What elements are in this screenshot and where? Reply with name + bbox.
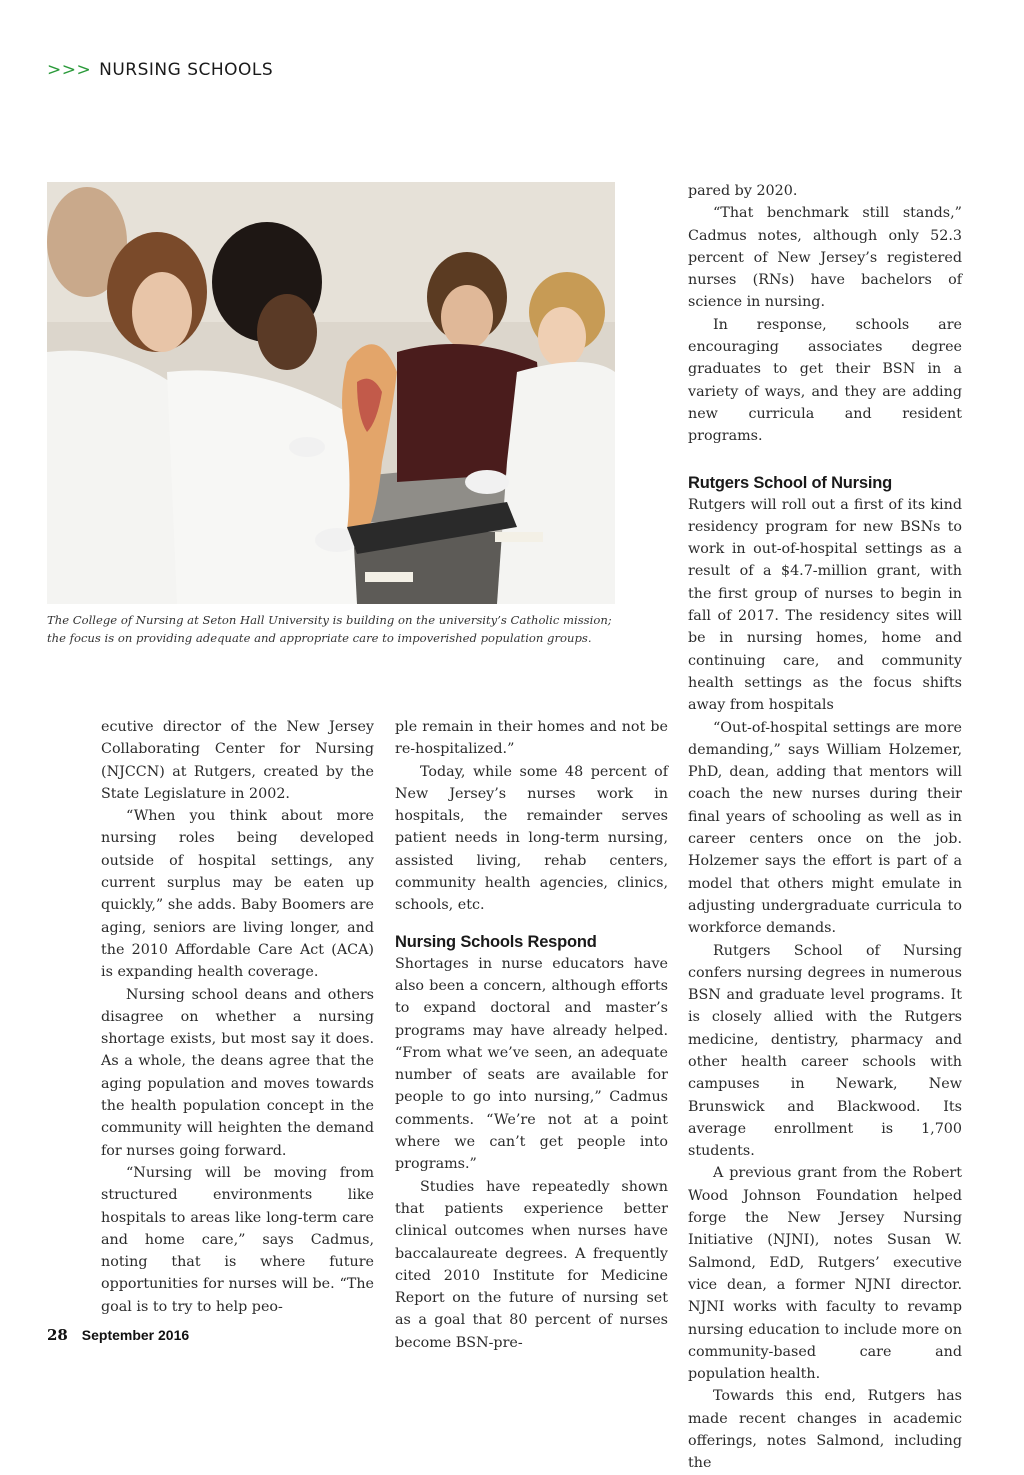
column1-paragraph: ecutive director of the New Jersey Collaborating Center for Nursing (NJCCN) at Rutgers, created by the State Legislature in 2002.	[101, 719, 374, 802]
photo-illustration	[47, 182, 615, 604]
subheading-nursing-schools-respond: Nursing Schools Respond	[395, 932, 597, 951]
section-arrows: >>>	[47, 60, 92, 80]
column3-paragraph: pared by 2020.	[688, 183, 798, 199]
caption-line-1: The College of Nursing at Seton Hall University is building on the university’s Catholic mission;	[47, 613, 612, 627]
article-photo	[47, 182, 615, 604]
column3-paragraph: In response, schools are encouraging associates degree graduates to get their BSN in a variety of ways, and they are adding new curricula and resident programs.	[688, 316, 962, 445]
column1-paragraph: Nursing school deans and others disagree on whether a nursing shortage exists, but most say it does. As a whole, the deans agree that the aging population and moves towards the health population concept in the community will heighten the demand for nurses going forward.	[101, 986, 374, 1159]
article-column-3	[688, 180, 962, 1475]
column2-paragraph: Shortages in nurse educators have also been a concern, although efforts to expand doctoral and master’s programs may have already helped. “From what we’ve seen, an adequate number of seats are available for people to go into nursing,” Cadmus comments. “We’re not at a point where we can’t get people into programs.”	[395, 955, 668, 1173]
column3-paragraph: “That benchmark still stands,” Cadmus notes, although only 52.3 percent of New Jersey’s registered nurses (RNs) have bachelors of science in nursing.	[688, 205, 962, 311]
column3-paragraph: Rutgers will roll out a first of its kind residency program for new BSNs to work in out-of-hospital settings as a result of a $4.7-million grant, with the first group of nurses to begin in fall of 2017. The residency sites will be in nursing homes, home and continuing care, and community health settings as the focus shifts away from hospitals	[688, 496, 962, 714]
column2-paragraph: Studies have repeatedly shown that patients experience better clinical outcomes when nurses have baccalaureate degrees. A frequently cited 2010 Institute for Medicine Report on the future of nursing set as a goal that 80 percent of nurses become BSN-pre-	[395, 1178, 668, 1351]
section-title: NURSING SCHOOLS	[99, 60, 274, 80]
caption-line-2: the focus is on providing adequate and appropriate care to impoverished population groups.	[47, 631, 592, 645]
section-header	[47, 60, 273, 80]
page-number: 28	[47, 1326, 68, 1344]
column1-paragraph: “When you think about more nursing roles being developed outside of hospital settings, any current surplus may be eaten up quickly,” she adds. Baby Boomers are aging, seniors are living longer, and the 2010 Affordable Care Act (ACA) is expanding health coverage.	[101, 808, 374, 981]
column3-paragraph: A previous grant from the Robert Wood Johnson Foundation helped forge the New Jersey Nursing Initiative (NJNI), notes Susan W. Salmond, EdD, Rutgers’ executive vice dean, a former NJNI director. NJNI works with faculty to revamp nursing education to include more on community-based care and population health.	[688, 1165, 962, 1383]
column3-paragraph: Rutgers School of Nursing confers nursing degrees in numerous BSN and graduate level programs. It is closely allied with the Rutgers medicine, dentistry, pharmacy and other health career schools with campuses in Newark, New Brunswick and Blackwood. Its average enrollment is 1,700 students.	[688, 942, 962, 1160]
column2-paragraph: ple remain in their homes and not be re-hospitalized.”	[395, 719, 668, 758]
photo-caption	[47, 611, 617, 647]
column3-paragraph: Towards this end, Rutgers has made recent changes in academic offerings, notes Salmond, including the	[688, 1388, 962, 1472]
subheading-rutgers-school-of-nursing: Rutgers School of Nursing	[688, 473, 893, 492]
article-column-1	[101, 716, 374, 1318]
column1-paragraph: “Nursing will be moving from structured environments like hospitals to areas like long-term care and home care,” says Cadmus, noting that is where future opportunities for nurses will be. “The goal is to try to help peo-	[101, 1164, 374, 1315]
article-column-2	[395, 716, 668, 1354]
column3-paragraph: “Out-of-hospital settings are more demanding,” says William Holzemer, PhD, dean, adding that mentors will coach the new nurses during their final years of schooling as well as in career centers once on the job. Holzemer says the effort is part of a model that others might emulate in adjusting undergraduate curricula to workforce demands.	[688, 719, 962, 937]
issue-date: September 2016	[81, 1327, 190, 1343]
column2-paragraph: Today, while some 48 percent of New Jersey’s nurses work in hospitals, the remainder serves patient needs in long-term nursing, assisted living, rehab centers, community health agencies, clinics, schools, etc.	[395, 763, 668, 914]
page-footer	[47, 1326, 189, 1344]
